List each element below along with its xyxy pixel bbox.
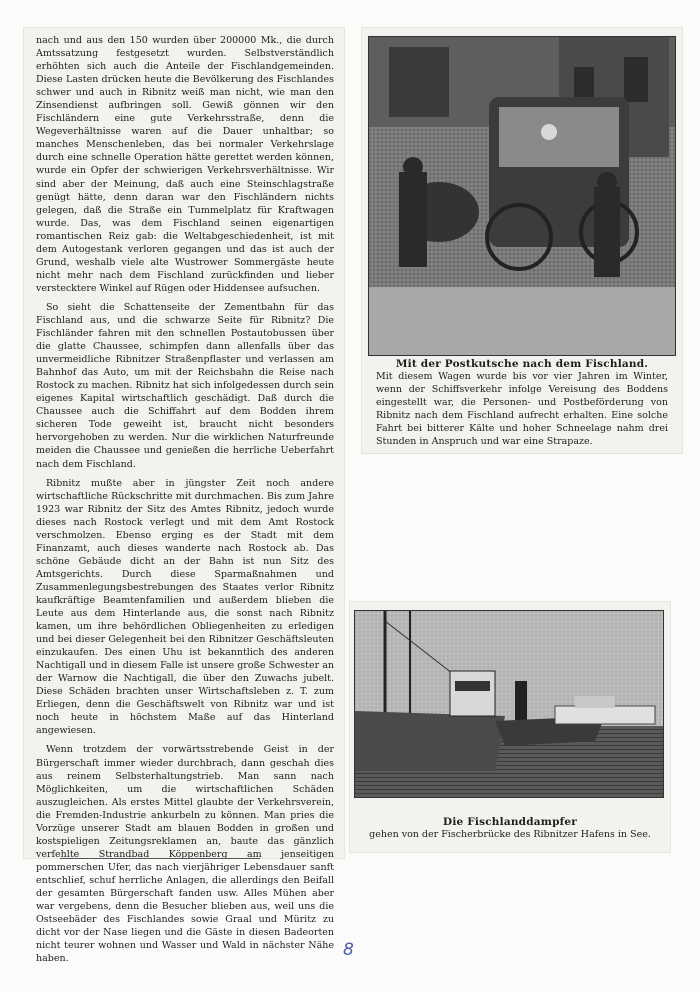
handwritten-page-number: 8	[343, 940, 354, 960]
photo-clipping-postkutsche	[362, 28, 682, 453]
postkutsche-caption-title: Mit der Postkutsche nach dem Fischland.	[395, 358, 649, 370]
postkutsche-caption-text: Mit diesem Wagen wurde bis vor vier Jahren im Winter, wenn der Schiffsverkehr infolge Vereisung des Boddens eingestellt war, die Personen- und Postbeförderung von Ribnitz nach dem Fischland aufrecht erhalten. Eine solche Fahrt bei bitterer Kälte und hoher Schneelage nahm drei Stunden in Anspruch und war eine Strapaze.	[376, 371, 668, 447]
dampfer-caption-text: gehen von der Fischerbrücke des Ribnitzer Hafens in See.	[369, 829, 651, 840]
article-paragraph-3: Ribnitz mußte aber in jüngster Zeit noch andere wirtschaftliche Rückschritte mit durchmachen. Bis zum Jahre 1923 war Ribnitz der Sitz des Amtes Ribnitz, jedoch wurde dieses nach Rostock verlegt und mit dem Amt Rostock verschmolzen. Ebenso erging es der Stadt mit dem Finanzamt, auch dieses wanderte nach Rostock ab. Das schöne Gebäude dicht an der Bahn ist nun Sitz des Amtsgerichts. Durch diese Sparmaßnahmen und Zusammenlegungsbestrebungen des Staates verlor Ribnitz kaufkräftige Beamtenfamilien und außerdem blieben die Leute aus dem Hinterlande aus, die sonst nach Ribnitz kamen, um ihre behördlichen Obliegenheiten zu erledigen und bei dieser Gelegenheit bei den Ribnitzer Geschäftsleuten einzukaufen. Des einen Uhu ist bekanntlich des anderen Nachtigall und in diesem Falle ist unsere große Schwester an der Warnow die Nachtigall, die über den Zuwachs jubelt. Diese Schäden brachten unser Wirtschaftsleben z. T. zum Erliegen, denn die Geschäftswelt von Ribnitz war und ist noch heute in höchstem Maße auf das Hinterland angewiesen.	[36, 477, 334, 737]
dampfer-illustration	[355, 611, 663, 797]
dampfer-photo	[354, 610, 664, 798]
article-text	[24, 28, 344, 965]
dampfer-caption	[350, 816, 670, 841]
article-paragraph-4: Wenn trotzdem der vorwärtsstrebende Geist in der Bürgerschaft immer wieder durchbrach, dann geschah dies aus reinem Selbsterhaltungstrieb. Man sann nach Möglichkeiten, um die wirtschaftlichen Schäden auszugleichen. Als erstes Mittel glaubte der Verkehrsverein, die Fremden-Industrie ankurbeln zu können. Man pries die Vorzüge unserer Stadt am blauen Bodden in großen und kostspieligen Zeitungsreklamen an, baute das gänzlich verfehlte Strandbad Köppenberg am jenseitigen pommerschen Ufer, das nach vierjähriger Lebensdauer sanft entschlief, schuf herrliche Anlagen, die allerdings den Beifall der gesamten Bürgerschaft fanden usw. Alles Mühen aber war vergebens, denn die Besucher blieben aus, weil uns die Ostseebäder des Fischlandes sowie Graal und Müritz zu dicht vor der Nase liegen und die Gäste in diesen Badeorten nicht teurer wohnen und Wasser und Wald in nächster Nähe haben.	[36, 744, 334, 965]
postkutsche-illustration	[369, 37, 675, 355]
postkutsche-photo	[368, 36, 676, 356]
column-end-rule	[60, 858, 260, 859]
postkutsche-caption	[362, 358, 682, 448]
photo-clipping-dampfer	[350, 602, 670, 852]
article-column-left	[24, 28, 344, 965]
article-paragraph-2: So sieht die Schattenseite der Zementbahn für das Fischland aus, und die schwarze Seite für Ribnitz? Die Fischländer fahren mit den schnellen Postautobussen über die glatte Chaussee, schimpfen dann allenfalls über das unvermeidliche Ribnitzer Straßenpflaster und verlassen am Bahnhof das Auto, um mit der Reichsbahn die Reise nach Rostock zu machen. Ribnitz hat sich infolgedessen durch sein eigenes Kapital wirtschaftlich geschädigt. Daß durch die Chaussee auch die Schiffahrt auf dem Bodden ihrem sicheren Tode geweiht ist, braucht nicht besonders hervorgehoben zu werden. Nur die wirklichen Naturfreunde meiden die Chaussee und genießen die herrliche Ueberfahrt nach dem Fischland.	[36, 301, 334, 470]
article-paragraph-1: nach und aus den 150 wurden über 200000 Mk., die durch Amtssatzung festgesetzt wurden. Selbstverständlich erhöhten sich auch die Anteile der Fischlandgemeinden. Diese Lasten drücken heute die Bevölkerung des Fischlandes schwer und auch in Ribnitz weiß man nicht, wie man den Zinsendienst aufbringen soll. Gewiß gönnen wir den Fischländern eine gute Verkehrsstraße, denn die Wegeverhältnisse waren auf die Dauer unhaltbar; so manches Menschenleben, das bei normaler Verkehrslage durch eine schnelle Operation hätte gerettet werden können, wurde ein Opfer der schwierigen Verkehrsverhältnisse. Wir sind aber der Meinung, daß auch eine Steinschlagstraße genügt hätte, denn daran war den Fischländern nichts gelegen, daß die Straße ein Tummelplatz für Kraftwagen wurde. Das, was dem Fischland seinen eigenartigen romantischen Reiz gab: die Weltabgeschiedenheit, ist mit dem Autogestank verloren gegangen und das ist auch der Grund, weshalb viele alte Wustrower Sommergäste heute nicht mehr nach dem Fischland zurückfinden und lieber verstecktere Winkel auf Rügen oder Hiddensee aufsuchen.	[36, 35, 334, 294]
dampfer-caption-title: Die Fischlanddampfer	[443, 816, 577, 828]
